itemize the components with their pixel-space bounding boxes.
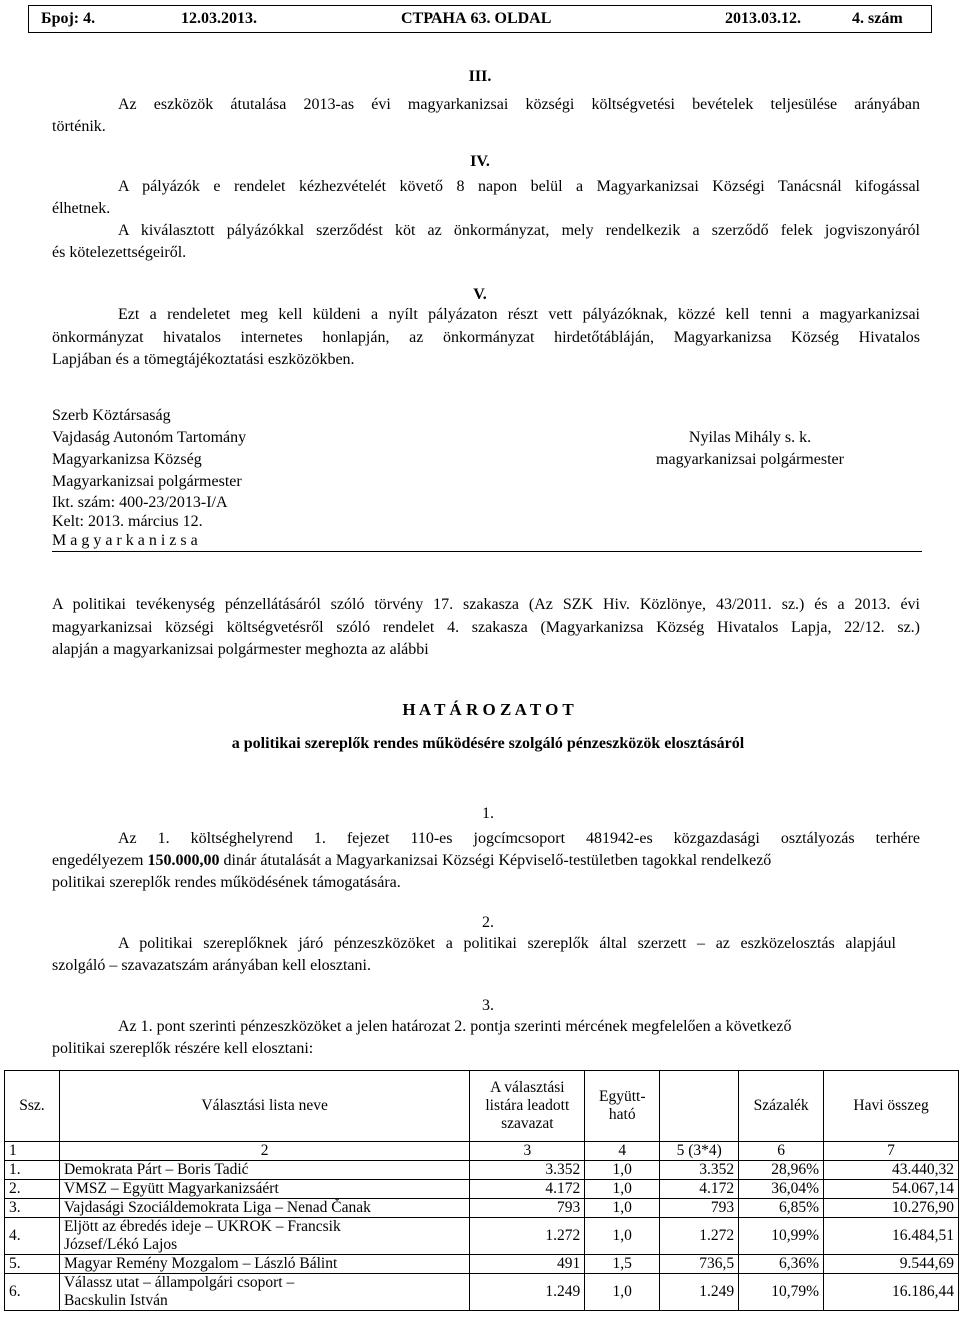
row-ssz: 5. [5, 1255, 60, 1274]
page-header [28, 5, 932, 33]
column-number: 5 (3*4) [660, 1142, 739, 1161]
col-header-monthly: Havi összeg [824, 1071, 959, 1142]
row-list-name: Magyar Remény Mozgalom – László Bálint [59, 1255, 469, 1274]
row-monthly: 43.440,32 [824, 1161, 959, 1180]
row-monthly: 54.067,14 [824, 1180, 959, 1199]
row-monthly: 16.186,44 [824, 1274, 959, 1311]
row-coefficient: 1,5 [585, 1255, 660, 1274]
decision-title: H A T Á R O Z A T O T [402, 700, 574, 719]
table-header-row [5, 1071, 959, 1142]
table-row [5, 1218, 959, 1255]
point-1-line: Az 1. költséghelyrend 1. fejezet 110-es jogcímcsoport 481942-es közgazdasági osztályozás terhére [118, 830, 920, 847]
amount: 150.000,00 [147, 852, 220, 869]
row-ssz: 6. [5, 1274, 60, 1311]
section-iii-line: történik. [52, 118, 106, 135]
row-percent: 6,36% [739, 1255, 824, 1274]
row-list-name: Vajdasági Szociáldemokrata Liga – Nenad Čanak [59, 1199, 469, 1218]
header-date-right: 2013.03.12. [725, 10, 801, 27]
signatory-title: magyarkanizsai polgármester [656, 451, 844, 468]
row-monthly: 9.544,69 [824, 1255, 959, 1274]
row-coefficient: 1,0 [585, 1199, 660, 1218]
column-number: 6 [739, 1142, 824, 1161]
signature-line: M a g y a r k a n i z s a [52, 532, 198, 549]
col-header-weighted [660, 1071, 739, 1142]
signature-line: Szerb Köztársaság [52, 407, 171, 424]
row-percent: 6,85% [739, 1199, 824, 1218]
row-percent: 10,79% [739, 1274, 824, 1311]
row-votes: 793 [470, 1199, 585, 1218]
table-row [5, 1199, 959, 1218]
point-3-line: politikai szereplők részére kell elosztani: [52, 1040, 314, 1057]
section-v-line: Ezt a rendeletet meg kell küldeni a nyílt pályázaton részt vett pályázóknak, közzé kell tenni a magyarkanizsai [118, 306, 920, 323]
section-iv-line: élhetnek. [52, 200, 111, 217]
allocation-table [4, 1070, 959, 1311]
point-3-number: 3. [482, 997, 494, 1014]
row-ssz: 1. [5, 1161, 60, 1180]
section-iii-line: Az eszközök átutalása 2013-as évi magyarkanizsai községi költségvetési bevételek teljesülése arányában [118, 96, 920, 113]
point-3-line: Az 1. pont szerinti pénzeszközöket a jelen határozat 2. pontja szerinti mércének megfelelően a következő [118, 1018, 792, 1035]
row-weighted: 3.352 [660, 1161, 739, 1180]
section-iii-title: III. [468, 68, 492, 85]
row-percent: 10,99% [739, 1218, 824, 1255]
row-ssz: 2. [5, 1180, 60, 1199]
issue-number: Број: 4. [41, 10, 96, 27]
row-votes: 491 [470, 1255, 585, 1274]
row-ssz: 4. [5, 1218, 60, 1255]
intro-line: alapján a magyarkanizsai polgármester meghozta az alábbi [52, 641, 429, 658]
section-v-line: önkormányzat hivatalos internetes honlapján, az önkormányzat hirdetőtábláján, Magyarkanizsa Község Hivatalos [52, 329, 920, 346]
table-numbering-row [5, 1142, 959, 1161]
point-1-number: 1. [482, 805, 494, 822]
table-row [5, 1255, 959, 1274]
signature-line: Magyarkanizsa Község [52, 451, 202, 468]
row-weighted: 736,5 [660, 1255, 739, 1274]
row-weighted: 1.249 [660, 1274, 739, 1311]
header-issue-right: 4. szám [852, 10, 903, 27]
col-header-votes: A választási listára leadott szavazat [470, 1071, 585, 1142]
col-header-percent: Százalék [739, 1071, 824, 1142]
column-number: 4 [585, 1142, 660, 1161]
row-percent: 28,96% [739, 1161, 824, 1180]
point-2-line: szolgáló – szavazatszám arányában kell elosztani. [52, 957, 371, 974]
section-iv-line: és kötelezettségeiről. [52, 244, 187, 261]
col-header-ssz: Ssz. [5, 1071, 60, 1142]
col-header-list-name: Választási lista neve [59, 1071, 469, 1142]
separator-rule [52, 551, 922, 552]
signature-line: Kelt: 2013. március 12. [52, 513, 203, 530]
row-percent: 36,04% [739, 1180, 824, 1199]
table-row [5, 1274, 959, 1311]
row-list-name: Válassz utat – állampolgári csoport – Bacskulin István [59, 1274, 469, 1311]
signature-line: Magyarkanizsai polgármester [52, 473, 242, 490]
point-2-line: A politikai szereplőknek járó pénzeszközöket a politikai szereplők által szerzett – az eszközelosztás alapjául [118, 935, 896, 952]
row-ssz: 3. [5, 1199, 60, 1218]
row-list-name: Eljött az ébredés ideje – UKROK – Francsik József/Lékó Lajos [59, 1218, 469, 1255]
row-votes: 3.352 [470, 1161, 585, 1180]
row-list-name: Demokrata Párt – Boris Tadić [59, 1161, 469, 1180]
row-monthly: 10.276,90 [824, 1199, 959, 1218]
section-iv-line: A pályázók e rendelet kézhezvételét követő 8 napon belül a Magyarkanizsai Községi Tanácsnál kifogással [118, 178, 920, 195]
row-coefficient: 1,0 [585, 1274, 660, 1311]
intro-line: A politikai tevékenység pénzellátásáról szóló törvény 17. szakasza (Az SZK Hiv. Közlönye, 43/2011. sz.) és a 2013. évi [52, 596, 920, 613]
row-monthly: 16.484,51 [824, 1218, 959, 1255]
row-weighted: 4.172 [660, 1180, 739, 1199]
row-coefficient: 1,0 [585, 1161, 660, 1180]
signatory-name: Nyilas Mihály s. k. [688, 429, 812, 446]
row-votes: 1.249 [470, 1274, 585, 1311]
column-number: 3 [470, 1142, 585, 1161]
row-coefficient: 1,0 [585, 1180, 660, 1199]
section-v-title: V. [473, 286, 487, 303]
row-weighted: 793 [660, 1199, 739, 1218]
intro-line: magyarkanizsai községi költségvetésről szóló rendelet 4. szakasza (Magyarkanizsa Község Hivatalos Lapja, 22/12. sz.) [52, 619, 920, 636]
row-votes: 4.172 [470, 1180, 585, 1199]
row-coefficient: 1,0 [585, 1218, 660, 1255]
col-header-coefficient: Együtt- ható [585, 1071, 660, 1142]
point-1-line: engedélyezem 150.000,00 dinár átutalását a Magyarkanizsai Községi Képviselő-testületben tagokkal rendelkező [52, 852, 772, 869]
column-number: 1 [5, 1142, 60, 1161]
section-v-line: Lapjában és a tömegtájékoztatási eszközökben. [52, 351, 355, 368]
point-2-number: 2. [482, 914, 494, 931]
row-list-name: VMSZ – Együtt Magyarkanizsáért [59, 1180, 469, 1199]
decision-subtitle: a politikai szereplők rendes működésére szolgáló pénzeszközök elosztásáról [231, 735, 745, 752]
row-votes: 1.272 [470, 1218, 585, 1255]
row-weighted: 1.272 [660, 1218, 739, 1255]
point-1-line: politikai szereplők rendes működésének támogatására. [52, 874, 401, 891]
section-iv-title: IV. [470, 153, 490, 170]
section-iv-line: A kiválasztott pályázókkal szerződést köt az önkormányzat, mely rendelkezik a szerződő felek jogviszonyáról [118, 222, 920, 239]
signature-line: Ikt. szám: 400-23/2013-I/A [52, 494, 228, 511]
column-number: 7 [824, 1142, 959, 1161]
table-row [5, 1180, 959, 1199]
table-row [5, 1161, 959, 1180]
page-number: СТРАНА 63. OLDAL [401, 10, 552, 27]
column-number: 2 [59, 1142, 469, 1161]
header-date-left: 12.03.2013. [181, 10, 257, 27]
signature-line: Vajdaság Autonóm Tartomány [52, 429, 247, 446]
